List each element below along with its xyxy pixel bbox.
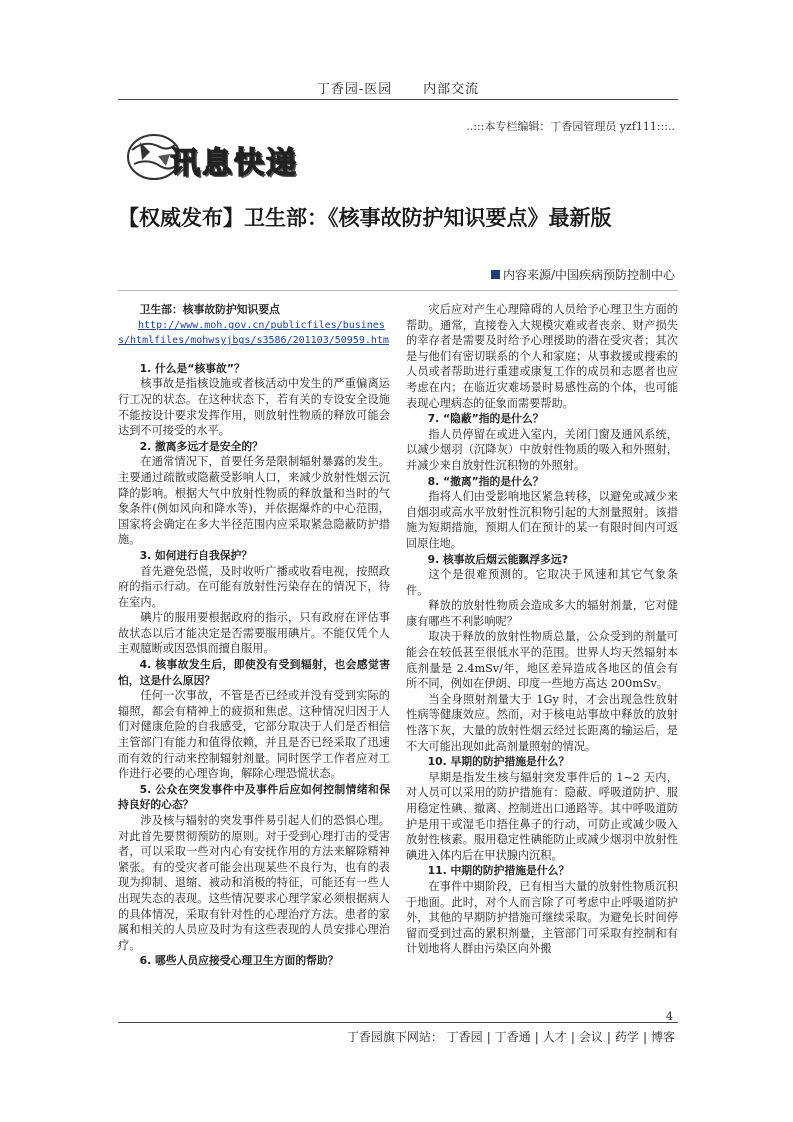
question-heading: 3. 如何进行自我保护？ <box>139 548 253 562</box>
footer-link[interactable]: 丁香通 <box>494 1030 531 1044</box>
footer-sites <box>347 1028 675 1045</box>
paragraph: 首先避免恐慌，及时收听广播或收看电视，按照政府的指示行动。在可能有放射性污染存在的情况下，待在室内。 <box>118 564 390 609</box>
question-heading: 5. 公众在突发事件中及事件后应如何控制情绪和保持良好的心态？ <box>118 782 390 812</box>
footer-link[interactable]: 会议 <box>578 1030 603 1044</box>
footer-separator: | <box>486 1030 491 1044</box>
article-title: 卫生部：核事故防护知识要点 <box>139 303 280 316</box>
question-heading: 9. 核事故后烟云能飘浮多远? <box>427 552 568 566</box>
article-url-link[interactable]: http://www.moh.gov.cn/publicfiles/business/htmlfiles/mohwsyjbgs/s3586/201103/50959.htm <box>118 319 389 347</box>
paragraph: 指人员停留在或进入室内，关闭门窗及通风系统，以减少烟羽（沉降灰）中放射性物质的吸入和外照射，并减少来自放射性沉积物的外照射。 <box>406 427 678 472</box>
footer-divider <box>118 1022 678 1023</box>
paragraph: 在事件中期阶段，已有相当大量的放射性物质沉积于地面。此时，对个人而言除了可考虑中止呼吸道防护外，其他的早期防护措施可继续采取。为避免长时间停留而受到过高的累积剂量，主管部门可采取有控制和有计划地将人群由污染区向外搬 <box>406 879 678 956</box>
source-divider <box>118 290 678 291</box>
logo-text: 讯息快递 <box>170 146 298 181</box>
question-heading: 7. “隐蔽”指的是什么？ <box>427 412 544 426</box>
paragraph: 指将人们由受影响地区紧急转移，以避免或减少来自烟羽或高水平放射性沉积物引起的大剂量照射。该措施为短期措施，预期人们在预计的某一有限时间内可返回原住地。 <box>406 490 678 550</box>
footer-prefix: 丁香园旗下网站： <box>346 1030 443 1044</box>
footer-link[interactable]: 丁香园 <box>446 1030 483 1044</box>
paragraph: 任何一次事故，不管是否已经或并没有受到实际的辐照，都会有精神上的疲损和焦虑。这种情况归因于人们对健康危险的自我感受，它部分取决于人们是否相信主管部门有能力和值得依赖，并且是否已经采取了迅速而有效的行动来控制辐射剂量。同时医学工作者应对工作进行必要的心理咨询，解除心理恐慌状态。 <box>118 689 390 781</box>
left-column <box>118 302 390 969</box>
question-heading: 11. 中期的防护措施是什么？ <box>427 864 570 878</box>
paragraph: 涉及核与辐射的突发事件易引起人们的恐惧心理。对此首先要贯彻预防的原则。对于受到心理打击的受害者，可以采取一些对内心有安抚作用的方法来解除精神紧张。有的受灾者可能会出现某些不良行为，也有的表现为抑制、退缩、被动和消极的特征，可能还有一些人出现失态的表现。这些情况要求心理学家必须根据病人的具体情况，采取有针对性的心理治疗方法。患者的家属和相关的人员应及时为有这些表现的人员安排心理治疗。 <box>118 814 390 952</box>
footer-separator: | <box>570 1030 575 1044</box>
paragraph: 取决于释放的放射性物质总量，公众受到的剂量可能会在较低甚至很低水平的范围。世界人均天然辐射本底剂量是 2.4mSv/年，地区差异造成各地区的值会有所不同，例如在伊朗、印度一些地方高达 200mSv。 <box>406 630 678 691</box>
paragraph: 灾后应对产生心理障碍的人员给予心理卫生方面的帮助。通常，直接卷入大规模灾难或者丧亲、财产损失的幸存者是需要及时给予心理援助的潜在受灾者；其次是与他们有密切联系的个人和家庭；从事救援或搜索的人员或者帮助进行重建或康复工作的成员和志愿者也应考虑在内；在临近灾难场景时易感性高的个体，也可能表现心理病态的征象而需要帮助。 <box>406 303 678 410</box>
question-heading: 2. 撤离多远才是安全的？ <box>139 439 263 453</box>
question-heading: 4. 核事故发生后，即使没有受到辐射，也会感觉害怕，这是什么原因？ <box>118 658 390 687</box>
question-heading: 1. 什么是“核事故”？ <box>139 361 245 375</box>
content-source <box>491 266 675 283</box>
question-heading: 6. 哪些人员应接受心理卫生方面的帮助？ <box>139 954 339 968</box>
question-heading: 8. “撤离”指的是什么？ <box>427 474 544 488</box>
paragraph: 这个是很难预测的。它取决于风速和其它气象条件。 <box>406 568 678 597</box>
footer-link[interactable]: 人才 <box>542 1030 567 1044</box>
square-bullet-icon <box>491 270 500 279</box>
paragraph: 当全身照射剂量大于 1Gy 时，才会出现急性放射性病等健康效应。然而，对于核电站事故中释放的放射性落下灰，大量的放射性烟云经过长距离的输运后，是不大可能出现如此高剂量照射的情况。 <box>406 692 678 753</box>
paragraph: 核事故是指核设施或者核活动中发生的严重偏离运行工况的状态。在这种状态下，若有关的专设安全设施不能按设计要求发挥作用，则放射性物质的释放可能会达到不可接受的水平。 <box>118 377 390 438</box>
article-headline: 【权威发布】卫生部：《核事故防护知识要点》最新版 <box>118 206 612 230</box>
paragraph: 早期是指发生核与辐射突发事件后的 1~2 天内，对人员可以采用的防护措施有：隐蔽、呼吸道防护、服用稳定性碘、撤离、控制进出口通路等。其中呼吸道防护是用干或湿毛巾捂住鼻子的行动，可防止或减少吸入放射性核素。服用稳定性碘能防止或减少烟羽中放射性碘进入体内后在甲状腺内沉积。 <box>406 770 678 862</box>
footer-separator: | <box>642 1030 647 1044</box>
paragraph: 在通常情况下，首要任务是限制辐射暴露的发生。主要通过疏散或隐蔽受影响人口，来减少放射性烟云沉降的影响。根据大气中放射性物质的释放量和当时的气象条件(例如风向和降水等)，并依据爆炸的中心范围，国家将会确定在多大半径范围内应采取紧急隐蔽防护措施。 <box>118 455 390 547</box>
paragraph: 释放的放射性物质会造成多大的辐射剂量，它对健康有哪些不利影响呢？ <box>406 599 678 628</box>
paragraph: 碘片的服用要根据政府的指示，只有政府在评估事故状态以后才能决定是否需要服用碘片。不能仅凭个人主观臆断或因恐惧而擅自服用。 <box>118 611 390 656</box>
footer-link[interactable]: 药学 <box>614 1030 639 1044</box>
footer-separator: | <box>606 1030 611 1044</box>
page-number: 4 <box>666 1010 673 1023</box>
page-header: 丁香园-医园 内部交流 <box>316 82 480 97</box>
header-divider <box>118 99 678 100</box>
question-heading: 10. 早期的防护措施是什么？ <box>427 755 570 769</box>
footer-separator: | <box>534 1030 539 1044</box>
content-source-text: 内容来源/中国疾病预防控制中心 <box>502 268 675 282</box>
footer-link[interactable]: 博客 <box>650 1030 675 1044</box>
column-editor-line: ..:::本专栏编辑：丁香园管理员 yzf111:::.. <box>466 120 675 133</box>
right-column <box>406 302 678 957</box>
